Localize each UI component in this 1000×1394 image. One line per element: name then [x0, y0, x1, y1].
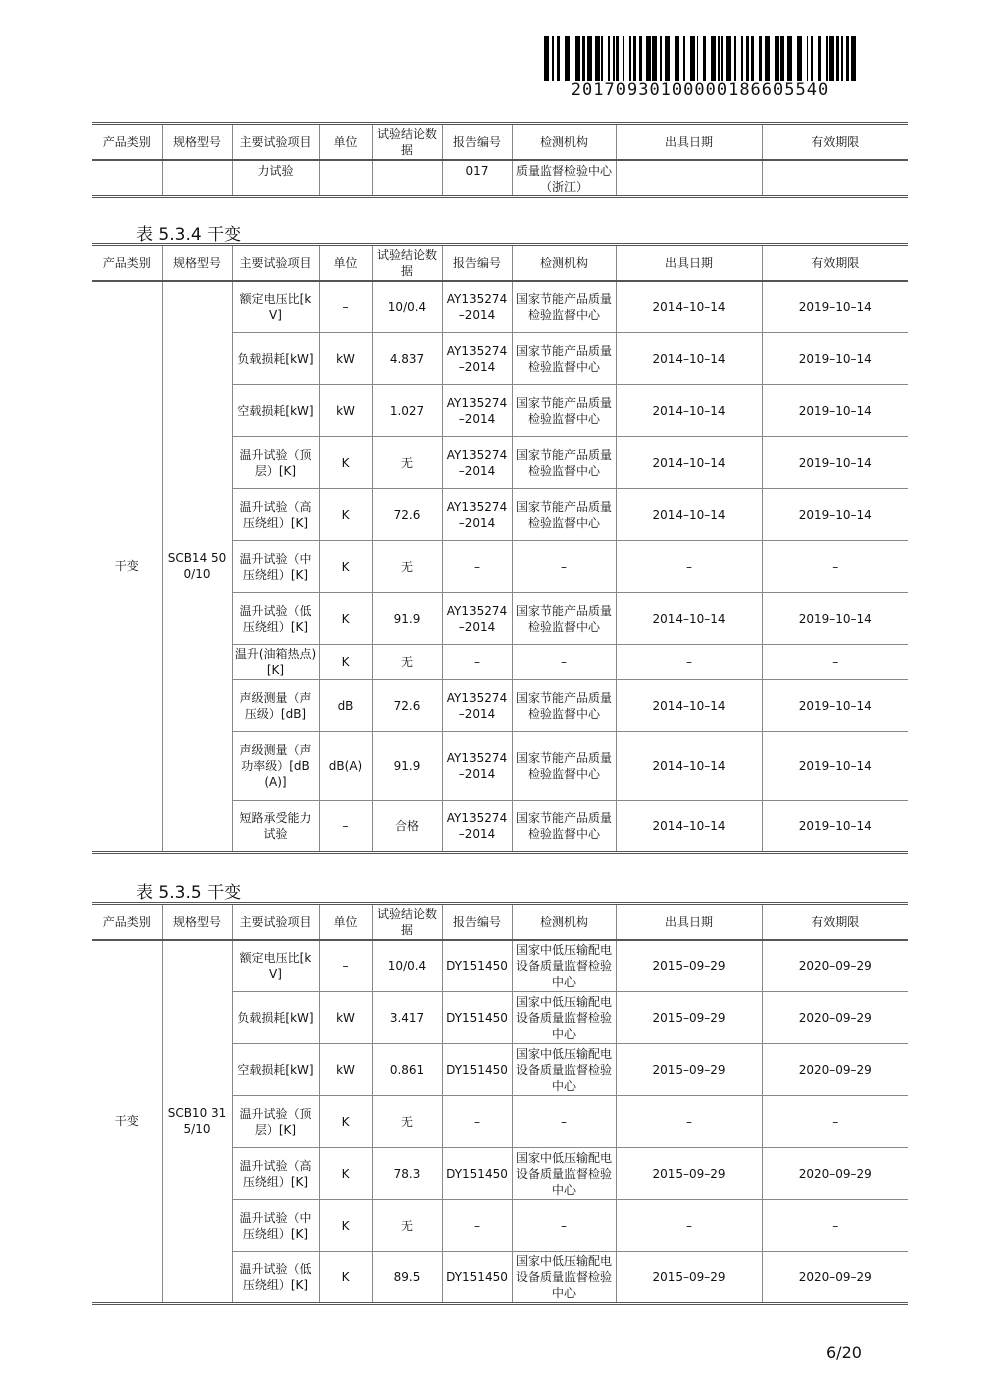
header-org: 检测机构: [512, 245, 616, 281]
report-cell: AY135274–2014: [442, 281, 512, 333]
issue-cell: 2014–10–14: [616, 437, 762, 489]
unit-cell: kW: [319, 992, 372, 1044]
issue-cell: 2015–09–29: [616, 940, 762, 992]
issue-cell: –: [616, 1096, 762, 1148]
header-category: 产品类别: [92, 904, 162, 940]
expiry-cell: 2019–10–14: [762, 437, 908, 489]
value-cell: 72.6: [372, 680, 442, 732]
report-cell: –: [442, 541, 512, 593]
report-cell: DY151450: [442, 1252, 512, 1304]
table-continued: [92, 122, 908, 198]
unit-cell: dB(A): [319, 732, 372, 801]
item-cell: 温升试验（中压绕组）[K]: [232, 541, 319, 593]
org-cell: 国家节能产品质量检验监督中心: [512, 489, 616, 541]
header-model: 规格型号: [162, 124, 232, 160]
org-cell: –: [512, 1096, 616, 1148]
issue-cell: 2014–10–14: [616, 593, 762, 645]
value-cell: 无: [372, 1200, 442, 1252]
issue-cell: 2015–09–29: [616, 992, 762, 1044]
value-cell: 无: [372, 1096, 442, 1148]
issue-cell: [616, 160, 762, 197]
product-category-cell: [92, 160, 162, 197]
header-unit: 单位: [319, 245, 372, 281]
item-cell: 力试验: [232, 160, 319, 197]
expiry-cell: 2020–09–29: [762, 1252, 908, 1304]
org-cell: 国家节能产品质量检验监督中心: [512, 333, 616, 385]
org-cell: 国家中低压输配电设备质量监督检验中心: [512, 1044, 616, 1096]
item-cell: 温升试验（高压绕组）[K]: [232, 489, 319, 541]
model-cell: [162, 160, 232, 197]
header-unit: 单位: [319, 904, 372, 940]
report-cell: AY135274–2014: [442, 801, 512, 853]
item-cell: 温升(油箱热点)[K]: [232, 645, 319, 680]
expiry-cell: [762, 160, 908, 197]
org-cell: –: [512, 1200, 616, 1252]
report-cell: –: [442, 645, 512, 680]
header-category: 产品类别: [92, 245, 162, 281]
header-unit: 单位: [319, 124, 372, 160]
caption-table-534: 表 5.3.4 干变: [136, 225, 242, 245]
issue-cell: 2014–10–14: [616, 385, 762, 437]
org-cell: 质量监督检验中心（浙江）: [512, 160, 616, 197]
header-issue: 出具日期: [616, 245, 762, 281]
header-report: 报告编号: [442, 124, 512, 160]
issue-cell: 2014–10–14: [616, 281, 762, 333]
report-cell: AY135274–2014: [442, 333, 512, 385]
org-cell: 国家节能产品质量检验监督中心: [512, 801, 616, 853]
item-cell: 短路承受能力试验: [232, 801, 319, 853]
report-cell: DY151450: [442, 940, 512, 992]
value-cell: 1.027: [372, 385, 442, 437]
caption-table-535: 表 5.3.5 干变: [136, 883, 242, 903]
unit-cell: K: [319, 645, 372, 680]
expiry-cell: 2020–09–29: [762, 1044, 908, 1096]
unit-cell: K: [319, 1252, 372, 1304]
header-expiry: 有效期限: [762, 904, 908, 940]
value-cell: 91.9: [372, 593, 442, 645]
org-cell: –: [512, 645, 616, 680]
org-cell: 国家中低压输配电设备质量监督检验中心: [512, 1148, 616, 1200]
org-cell: 国家节能产品质量检验监督中心: [512, 385, 616, 437]
unit-cell: K: [319, 1148, 372, 1200]
unit-cell: –: [319, 940, 372, 992]
report-cell: DY151450: [442, 1148, 512, 1200]
expiry-cell: 2020–09–29: [762, 940, 908, 992]
report-cell: AY135274–2014: [442, 732, 512, 801]
report-cell: AY135274–2014: [442, 385, 512, 437]
value-cell: 10/0.4: [372, 940, 442, 992]
value-cell: 72.6: [372, 489, 442, 541]
report-cell: DY151450: [442, 1044, 512, 1096]
issue-cell: –: [616, 1200, 762, 1252]
expiry-cell: 2020–09–29: [762, 1148, 908, 1200]
org-cell: 国家节能产品质量检验监督中心: [512, 281, 616, 333]
unit-cell: dB: [319, 680, 372, 732]
table-534: [92, 243, 908, 854]
table-row: [92, 281, 908, 333]
item-cell: 温升试验（低压绕组）[K]: [232, 593, 319, 645]
unit-cell: K: [319, 1096, 372, 1148]
expiry-cell: 2019–10–14: [762, 385, 908, 437]
table-row: [92, 160, 908, 197]
expiry-cell: 2019–10–14: [762, 593, 908, 645]
org-cell: 国家节能产品质量检验监督中心: [512, 437, 616, 489]
table-row: [92, 940, 908, 992]
product-category-cell: 干变: [92, 940, 162, 1304]
expiry-cell: –: [762, 1096, 908, 1148]
expiry-cell: 2020–09–29: [762, 992, 908, 1044]
header-org: 检测机构: [512, 124, 616, 160]
unit-cell: K: [319, 437, 372, 489]
unit-cell: kW: [319, 333, 372, 385]
value-cell: 合格: [372, 801, 442, 853]
item-cell: 负载损耗[kW]: [232, 992, 319, 1044]
item-cell: 空载损耗[kW]: [232, 385, 319, 437]
org-cell: 国家中低压输配电设备质量监督检验中心: [512, 992, 616, 1044]
barcode: [544, 36, 856, 81]
barcode-bar: [851, 36, 856, 81]
product-category-cell: 干变: [92, 281, 162, 853]
org-cell: 国家节能产品质量检验监督中心: [512, 593, 616, 645]
issue-cell: 2014–10–14: [616, 489, 762, 541]
issue-cell: 2014–10–14: [616, 732, 762, 801]
item-cell: 温升试验（高压绕组）[K]: [232, 1148, 319, 1200]
header-value: 试验结论数据: [372, 904, 442, 940]
item-cell: 额定电压比[kV]: [232, 940, 319, 992]
issue-cell: –: [616, 645, 762, 680]
item-cell: 温升试验（顶层）[K]: [232, 437, 319, 489]
model-cell: SCB10 315/10: [162, 940, 232, 1304]
header-item: 主要试验项目: [232, 904, 319, 940]
issue-cell: 2014–10–14: [616, 680, 762, 732]
item-cell: 声级测量（声功率级）[dB(A)]: [232, 732, 319, 801]
header-item: 主要试验项目: [232, 124, 319, 160]
unit-cell: –: [319, 801, 372, 853]
value-cell: 89.5: [372, 1252, 442, 1304]
value-cell: 无: [372, 645, 442, 680]
report-cell: AY135274–2014: [442, 593, 512, 645]
issue-cell: 2014–10–14: [616, 801, 762, 853]
header-report: 报告编号: [442, 904, 512, 940]
expiry-cell: –: [762, 645, 908, 680]
header-expiry: 有效期限: [762, 245, 908, 281]
header-value: 试验结论数据: [372, 124, 442, 160]
issue-cell: 2014–10–14: [616, 333, 762, 385]
issue-cell: 2015–09–29: [616, 1148, 762, 1200]
value-cell: 10/0.4: [372, 281, 442, 333]
unit-cell: K: [319, 489, 372, 541]
org-cell: 国家节能产品质量检验监督中心: [512, 732, 616, 801]
unit-cell: K: [319, 1200, 372, 1252]
item-cell: 额定电压比[kV]: [232, 281, 319, 333]
value-cell: 0.861: [372, 1044, 442, 1096]
unit-cell: –: [319, 281, 372, 333]
expiry-cell: 2019–10–14: [762, 732, 908, 801]
unit-cell: K: [319, 541, 372, 593]
expiry-cell: 2019–10–14: [762, 680, 908, 732]
table-535: [92, 902, 908, 1305]
model-cell: SCB14 500/10: [162, 281, 232, 853]
header-model: 规格型号: [162, 245, 232, 281]
report-cell: AY135274–2014: [442, 680, 512, 732]
unit-cell: [319, 160, 372, 197]
org-cell: 国家中低压输配电设备质量监督检验中心: [512, 940, 616, 992]
value-cell: 78.3: [372, 1148, 442, 1200]
expiry-cell: 2019–10–14: [762, 801, 908, 853]
expiry-cell: 2019–10–14: [762, 281, 908, 333]
header-org: 检测机构: [512, 904, 616, 940]
report-cell: AY135274–2014: [442, 489, 512, 541]
expiry-cell: 2019–10–14: [762, 489, 908, 541]
unit-cell: K: [319, 593, 372, 645]
header-model: 规格型号: [162, 904, 232, 940]
barcode-number: 20170930100000186605540: [570, 80, 830, 100]
value-cell: 无: [372, 437, 442, 489]
issue-cell: 2015–09–29: [616, 1252, 762, 1304]
header-issue: 出具日期: [616, 124, 762, 160]
value-cell: 3.417: [372, 992, 442, 1044]
header-expiry: 有效期限: [762, 124, 908, 160]
value-cell: 4.837: [372, 333, 442, 385]
report-cell: –: [442, 1096, 512, 1148]
item-cell: 温升试验（低压绕组）[K]: [232, 1252, 319, 1304]
item-cell: 温升试验（中压绕组）[K]: [232, 1200, 319, 1252]
unit-cell: kW: [319, 1044, 372, 1096]
page-number: 6/20: [826, 1343, 862, 1362]
header-issue: 出具日期: [616, 904, 762, 940]
issue-cell: 2015–09–29: [616, 1044, 762, 1096]
report-cell: AY135274–2014: [442, 437, 512, 489]
expiry-cell: –: [762, 541, 908, 593]
item-cell: 负载损耗[kW]: [232, 333, 319, 385]
header-value: 试验结论数据: [372, 245, 442, 281]
org-cell: 国家中低压输配电设备质量监督检验中心: [512, 1252, 616, 1304]
org-cell: –: [512, 541, 616, 593]
report-cell: DY151450: [442, 992, 512, 1044]
report-cell: 017: [442, 160, 512, 197]
value-cell: 91.9: [372, 732, 442, 801]
item-cell: 空载损耗[kW]: [232, 1044, 319, 1096]
value-cell: 无: [372, 541, 442, 593]
unit-cell: kW: [319, 385, 372, 437]
report-cell: –: [442, 1200, 512, 1252]
expiry-cell: –: [762, 1200, 908, 1252]
expiry-cell: 2019–10–14: [762, 333, 908, 385]
header-item: 主要试验项目: [232, 245, 319, 281]
item-cell: 声级测量（声压级）[dB]: [232, 680, 319, 732]
item-cell: 温升试验（顶层）[K]: [232, 1096, 319, 1148]
header-category: 产品类别: [92, 124, 162, 160]
org-cell: 国家节能产品质量检验监督中心: [512, 680, 616, 732]
issue-cell: –: [616, 541, 762, 593]
header-report: 报告编号: [442, 245, 512, 281]
value-cell: [372, 160, 442, 197]
